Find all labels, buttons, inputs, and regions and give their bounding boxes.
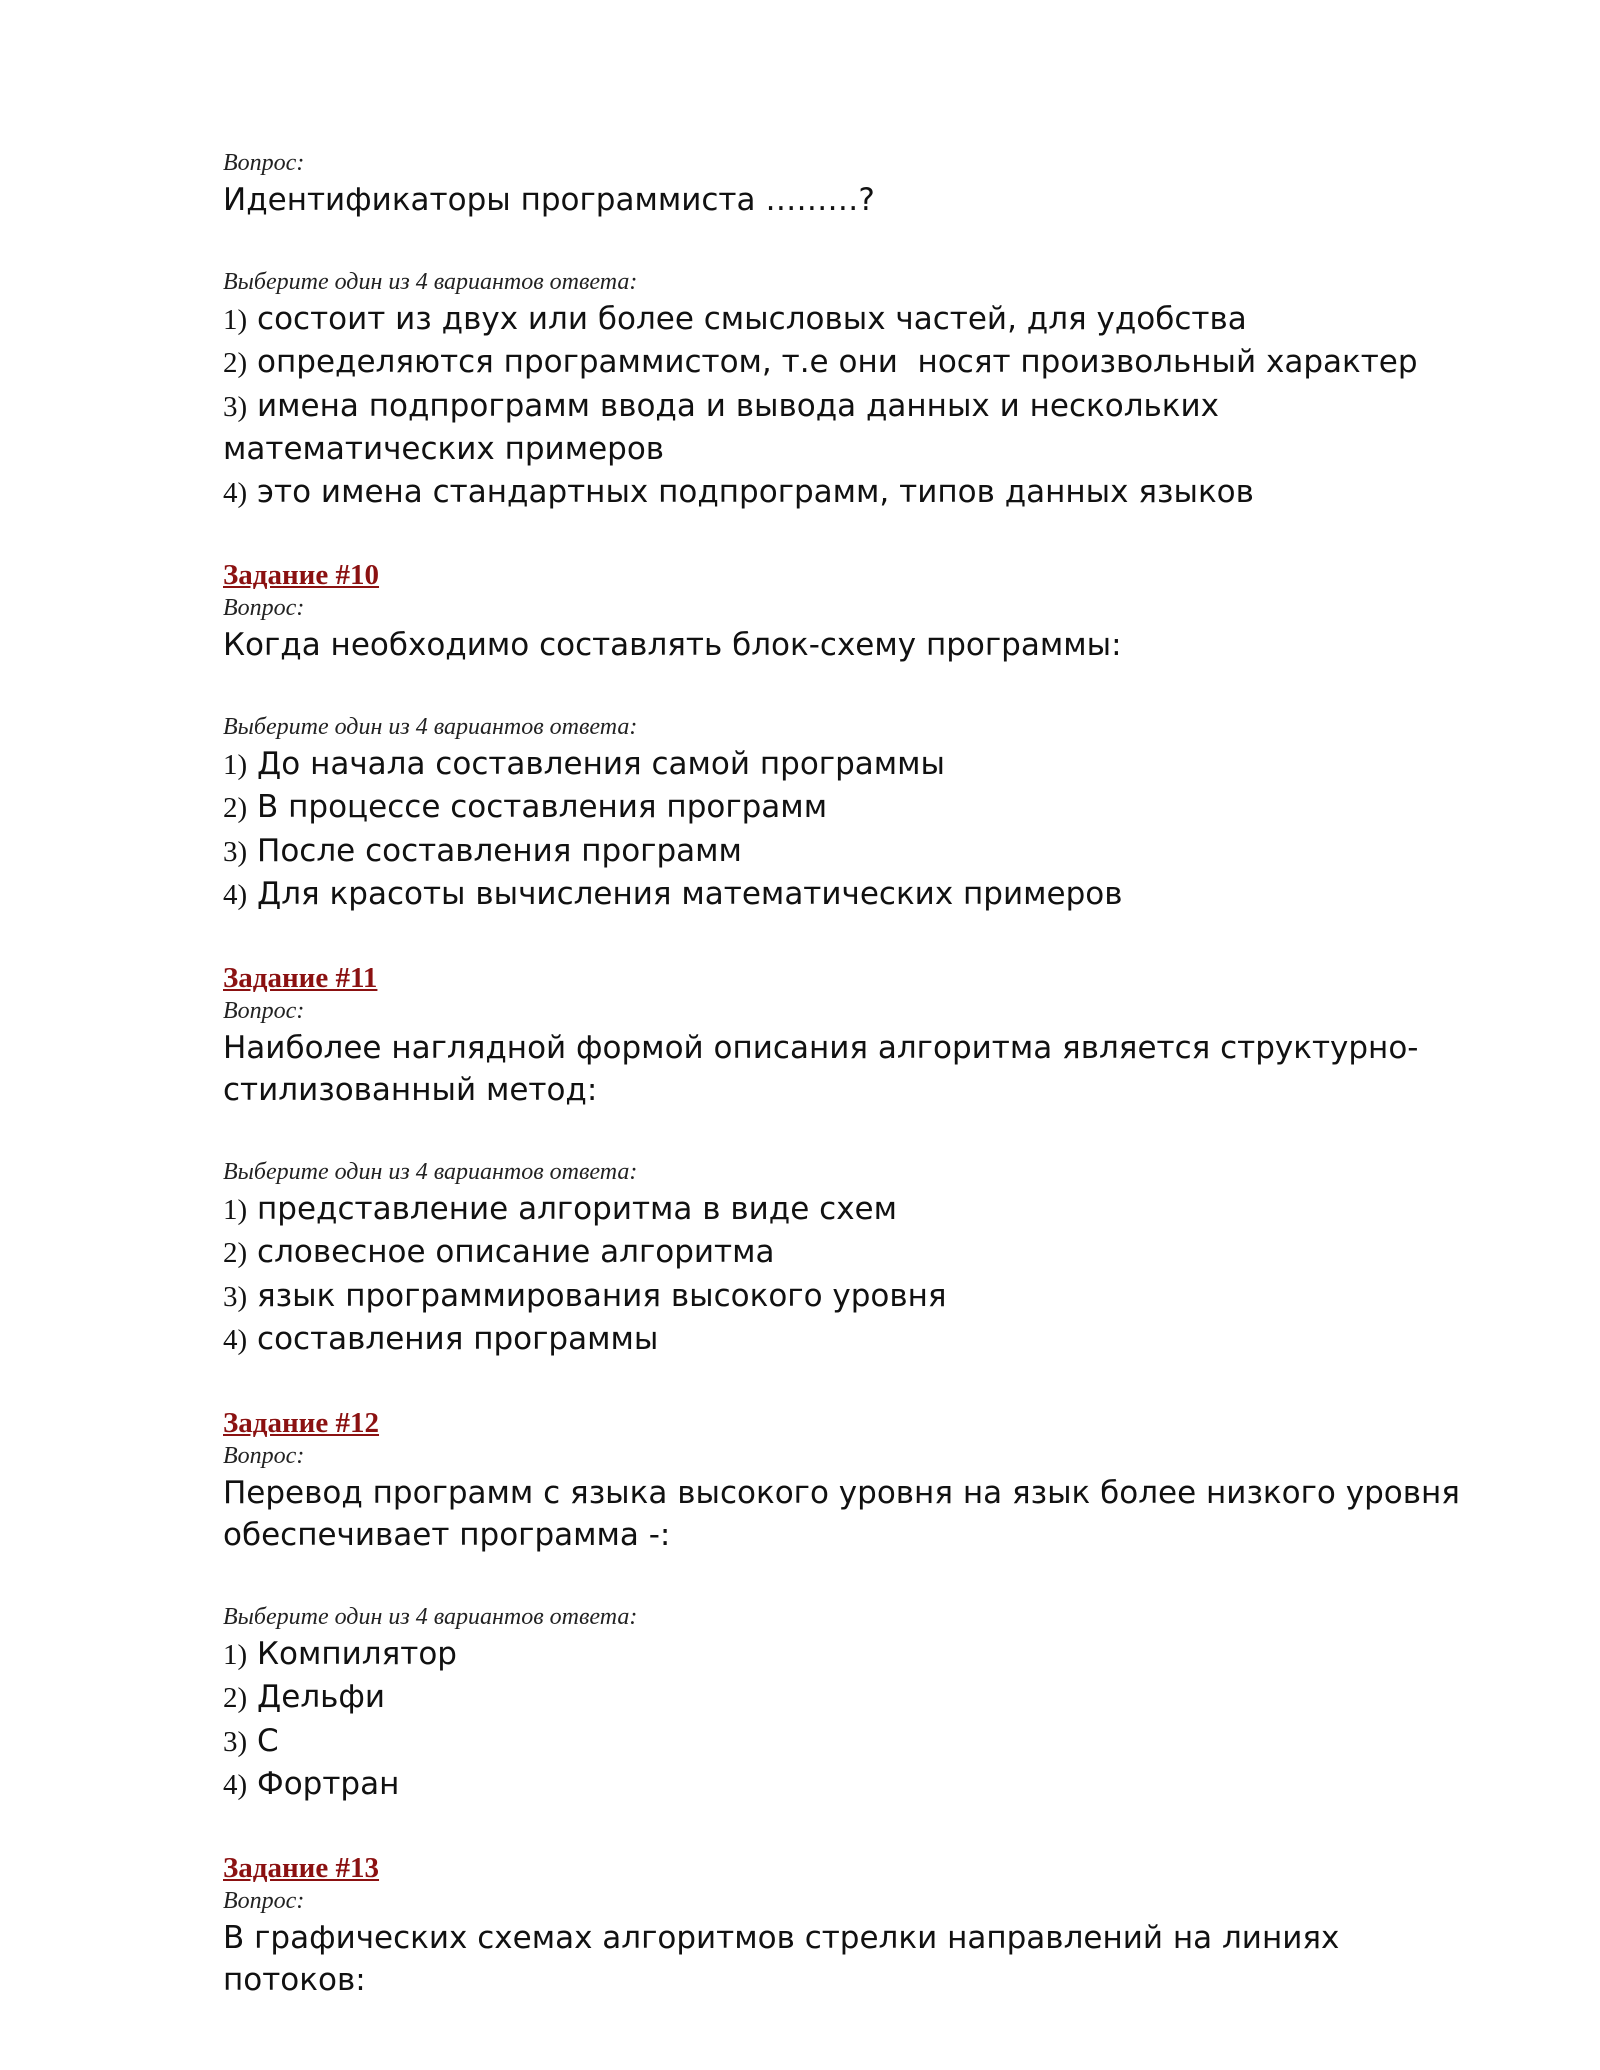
- task-12: [223, 1406, 1483, 1807]
- question-label: Вопрос:: [223, 997, 305, 1024]
- option-1: 1) представление алгоритма в виде схем: [223, 1190, 898, 1227]
- question-label: Вопрос:: [223, 595, 305, 621]
- task-title: Задание #11: [223, 961, 378, 994]
- option-1: 1) До начала составления самой программы: [223, 745, 946, 782]
- task-11: [223, 961, 1483, 1362]
- task-13: [223, 1851, 1483, 2002]
- option-2: 2) Дельфи: [223, 1679, 386, 1715]
- option-2: 2) В процессе составления программ: [223, 789, 828, 825]
- option-1: 1) Компилятор: [223, 1635, 457, 1672]
- option-4: 4) это имена стандартных подпрограмм, типов данных языков: [223, 473, 1254, 510]
- task-10: [223, 558, 1483, 917]
- question-text: В графических схемах алгоритмов стрелки направлений на линиях потоков:: [223, 1919, 1340, 1998]
- option-2: 2) определяются программистом, т.е они носят произвольный характер: [223, 344, 1418, 380]
- question-label: Вопрос:: [223, 150, 305, 176]
- option-4: 4) Фортран: [223, 1766, 400, 1802]
- question-text: Идентификаторы программиста ………?: [223, 182, 875, 218]
- option-3: 3) После составления программ: [223, 832, 742, 869]
- option-4: 4) Для красоты вычисления математических примеров: [223, 876, 1123, 912]
- task-title: Задание #10: [223, 559, 380, 591]
- question-text: Перевод программ с языка высокого уровня на язык более низкого уровня обеспечивает программа -:: [223, 1474, 1460, 1553]
- question-text: Наиболее наглядной формой описания алгоритма является структурно-стилизованный метод:: [223, 1029, 1419, 1108]
- task-title: Задание #12: [223, 1406, 380, 1439]
- options-label: Выберите один из 4 вариантов ответа:: [223, 1603, 638, 1630]
- task-9: [223, 147, 1483, 514]
- option-4: 4) составления программы: [223, 1321, 659, 1357]
- option-3: 3) язык программирования высокого уровня: [223, 1277, 947, 1314]
- options-label: Выберите один из 4 вариантов ответа:: [223, 1158, 638, 1185]
- option-3: 3) С: [223, 1722, 279, 1759]
- option-2: 2) словесное описание алгоритма: [223, 1234, 775, 1270]
- options-label: Выберите один из 4 вариантов ответа:: [223, 713, 638, 740]
- task-title: Задание #13: [223, 1851, 380, 1884]
- question-label: Вопрос:: [223, 1887, 305, 1914]
- option-3: 3) имена подпрограмм ввода и вывода данных и нескольких математических примеров: [223, 387, 1229, 467]
- option-1: 1) состоит из двух или более смысловых частей, для удобства: [223, 300, 1247, 337]
- question-label: Вопрос:: [223, 1442, 305, 1469]
- document-page: [223, 147, 1483, 2002]
- options-label: Выберите один из 4 вариантов ответа:: [223, 268, 638, 295]
- question-text: Когда необходимо составлять блок-схему программы:: [223, 627, 1122, 663]
